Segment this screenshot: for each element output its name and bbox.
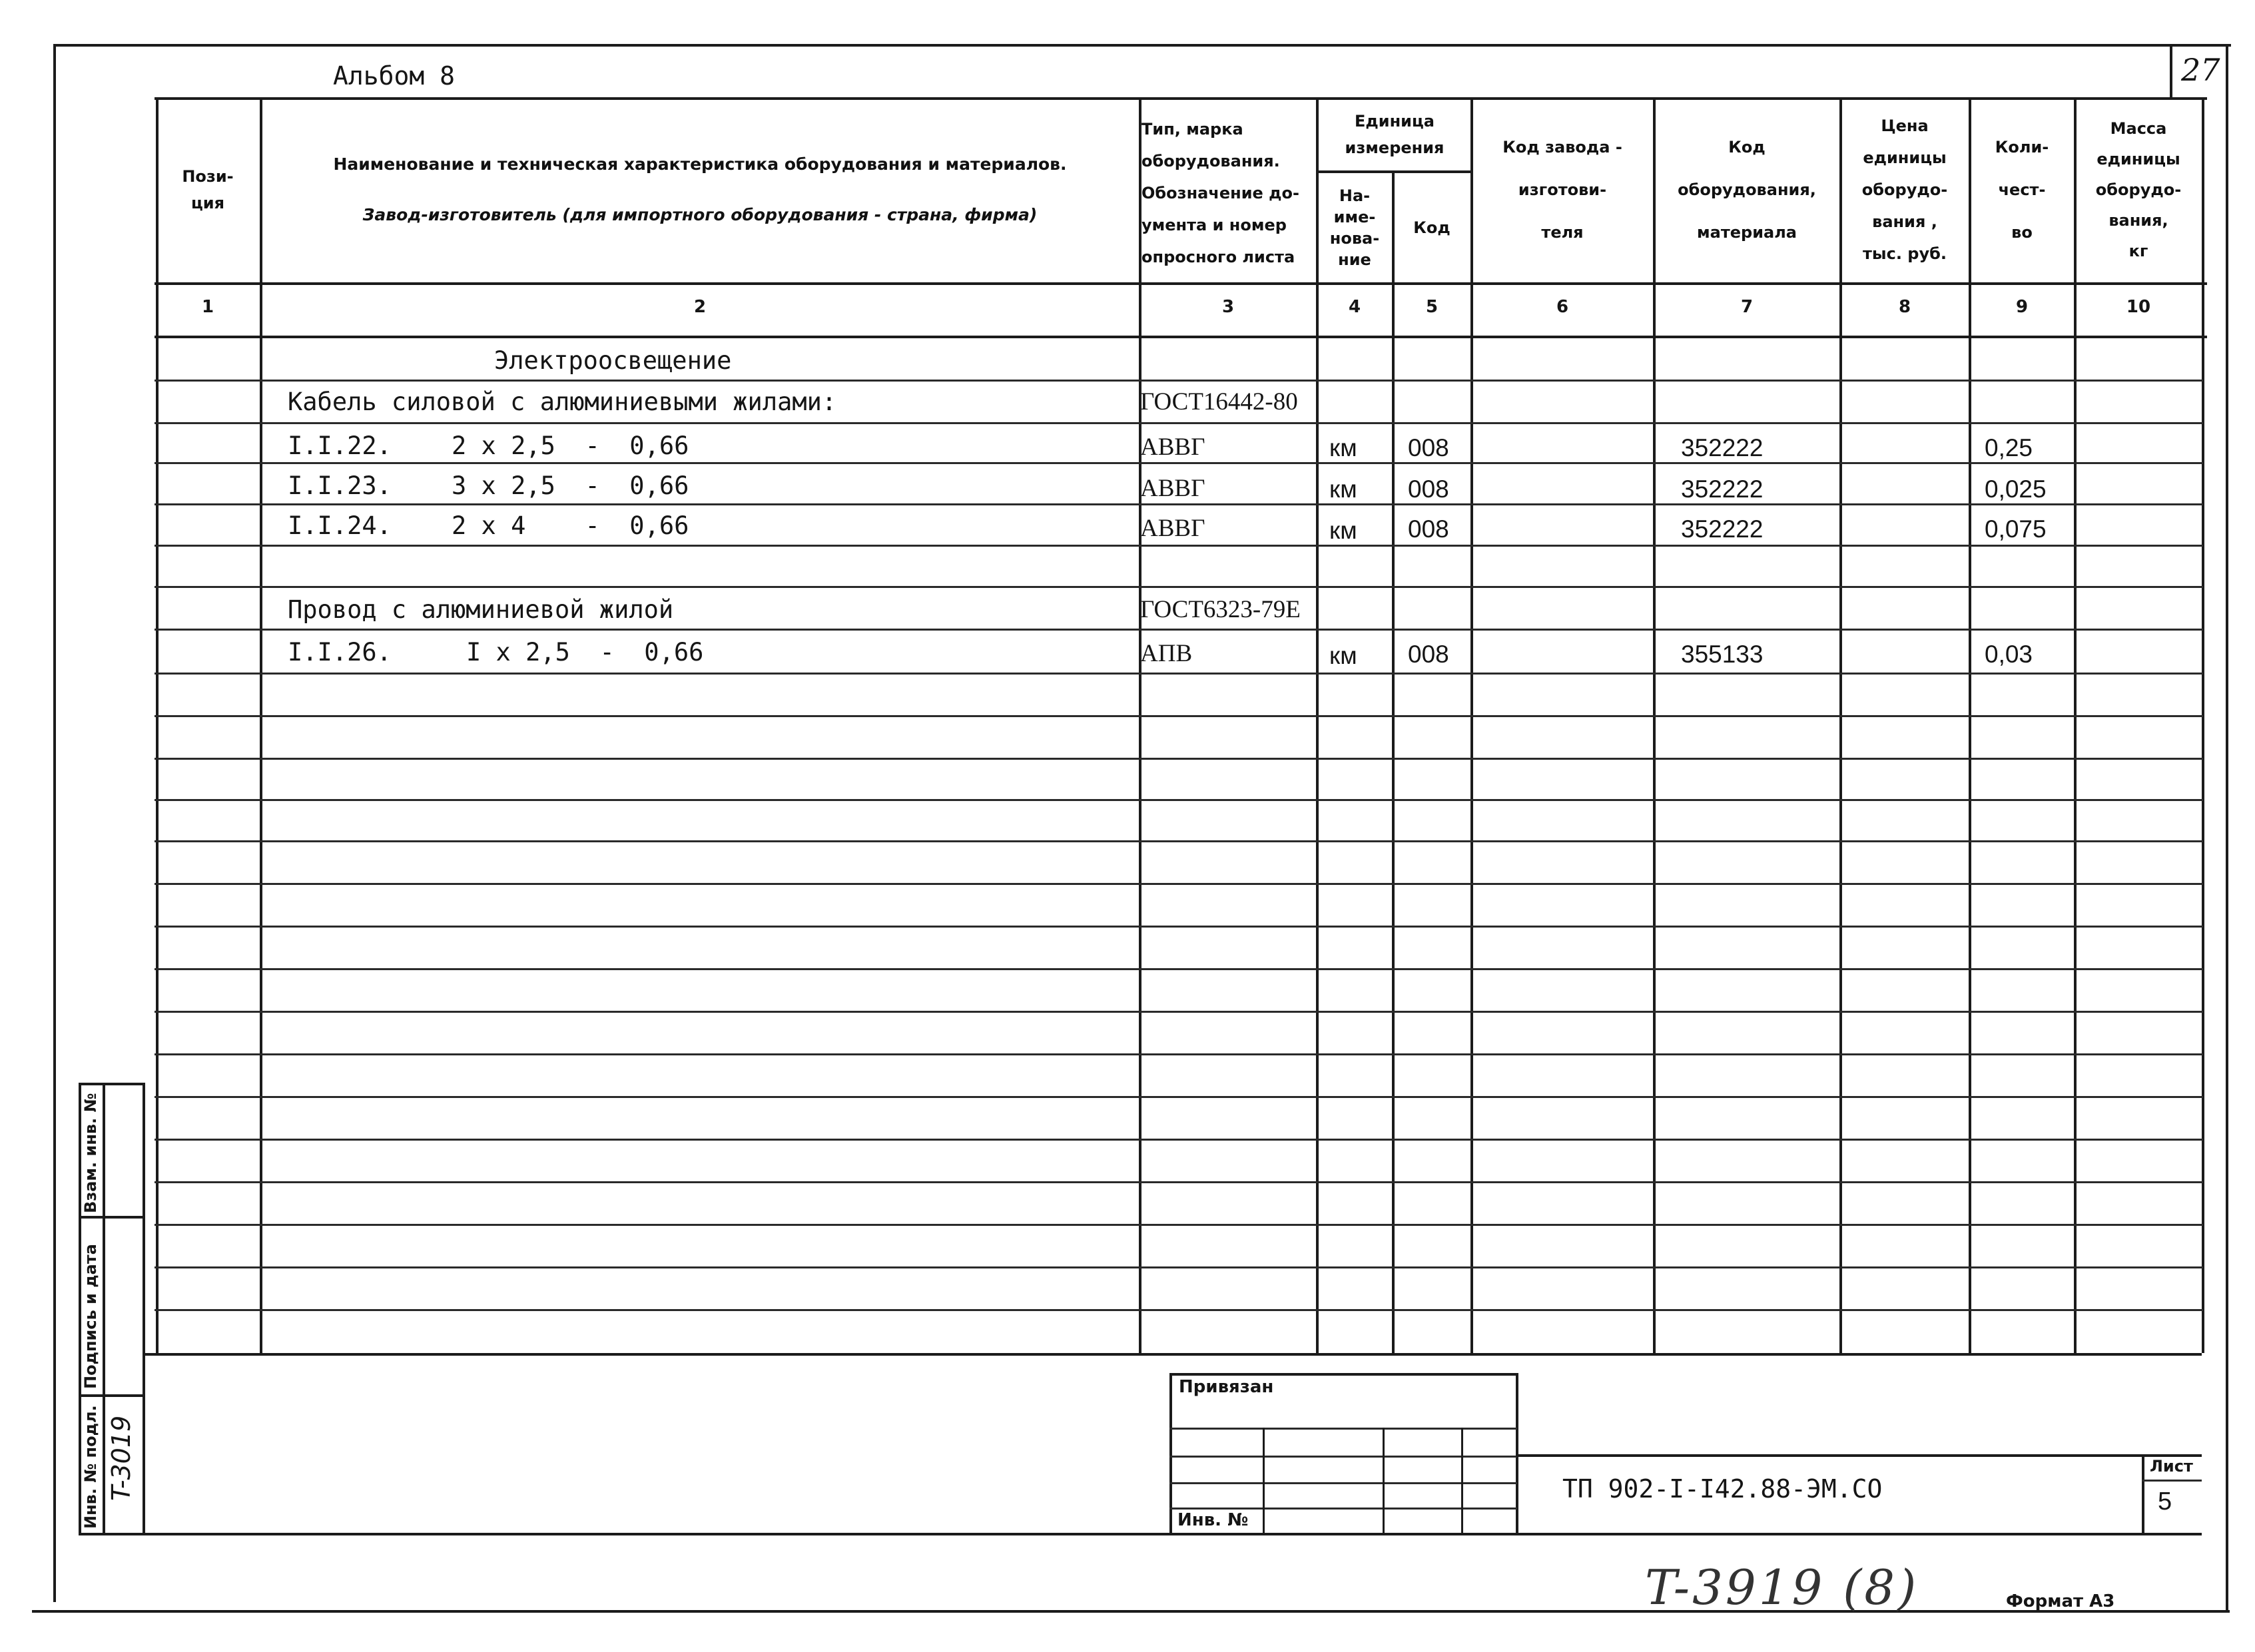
group2-doc: ГОСТ6323-79Е (1140, 596, 1301, 623)
format-label: Формат А3 (2006, 1591, 2115, 1611)
header-unit: Единица измерения (1345, 112, 1445, 157)
header-position: Пози- ция (182, 167, 234, 212)
header-unit-name: На- име- нова- ние (1329, 186, 1380, 269)
document-code: ТП 902-I-I42.88-ЭМ.СО (1562, 1474, 1883, 1504)
sheet-number: 5 (2158, 1488, 2172, 1515)
side-label-vzam: Взам. инв. № (81, 1093, 100, 1213)
header-equipment-code: Код оборудования, материала (1678, 138, 1816, 242)
header-type: Тип, марка оборудования. Обозначение до- умента и номер опросного листа (1141, 120, 1299, 266)
header-factory-code: Код завода - изготови- теля (1502, 138, 1622, 242)
album-label: Альбом 8 (333, 61, 456, 91)
page-corner-number: 27 (2181, 52, 2220, 88)
header-name: Наименование и техническая характеристика оборудования и материалов. Завод-изготовитель (для импортного оборудования - страна, фирма) (333, 154, 1067, 224)
side-inv-value: T-3019 (107, 1415, 136, 1501)
group1-title: Кабель силовой с алюминиевыми жилами: (288, 388, 837, 416)
header-quantity: Коли- чест- во (1995, 138, 2049, 242)
group2-title: Провод с алюминиевой жилой (288, 595, 674, 624)
privyazan-label: Привязан (1179, 1377, 1274, 1397)
handwritten-code: T-3919 (8) (1645, 1559, 1919, 1615)
header-price: Цена единицы оборудо- вания , тыс. руб. (1861, 117, 1948, 263)
group1-doc: ГОСТ16442-80 (1140, 388, 1298, 415)
section-title: Электроосвещение (494, 346, 732, 375)
side-label-podpis: Подпись и дата (81, 1244, 100, 1389)
header-unit-code: Код (1413, 218, 1450, 237)
header-mass: Масса единицы оборудо- вания, кг (2095, 119, 2182, 260)
sheet-label: Лист (2150, 1457, 2193, 1476)
inv-no-label: Инв. № (1177, 1510, 1249, 1530)
side-label-inv-podl: Инв. № подл. (81, 1405, 100, 1529)
